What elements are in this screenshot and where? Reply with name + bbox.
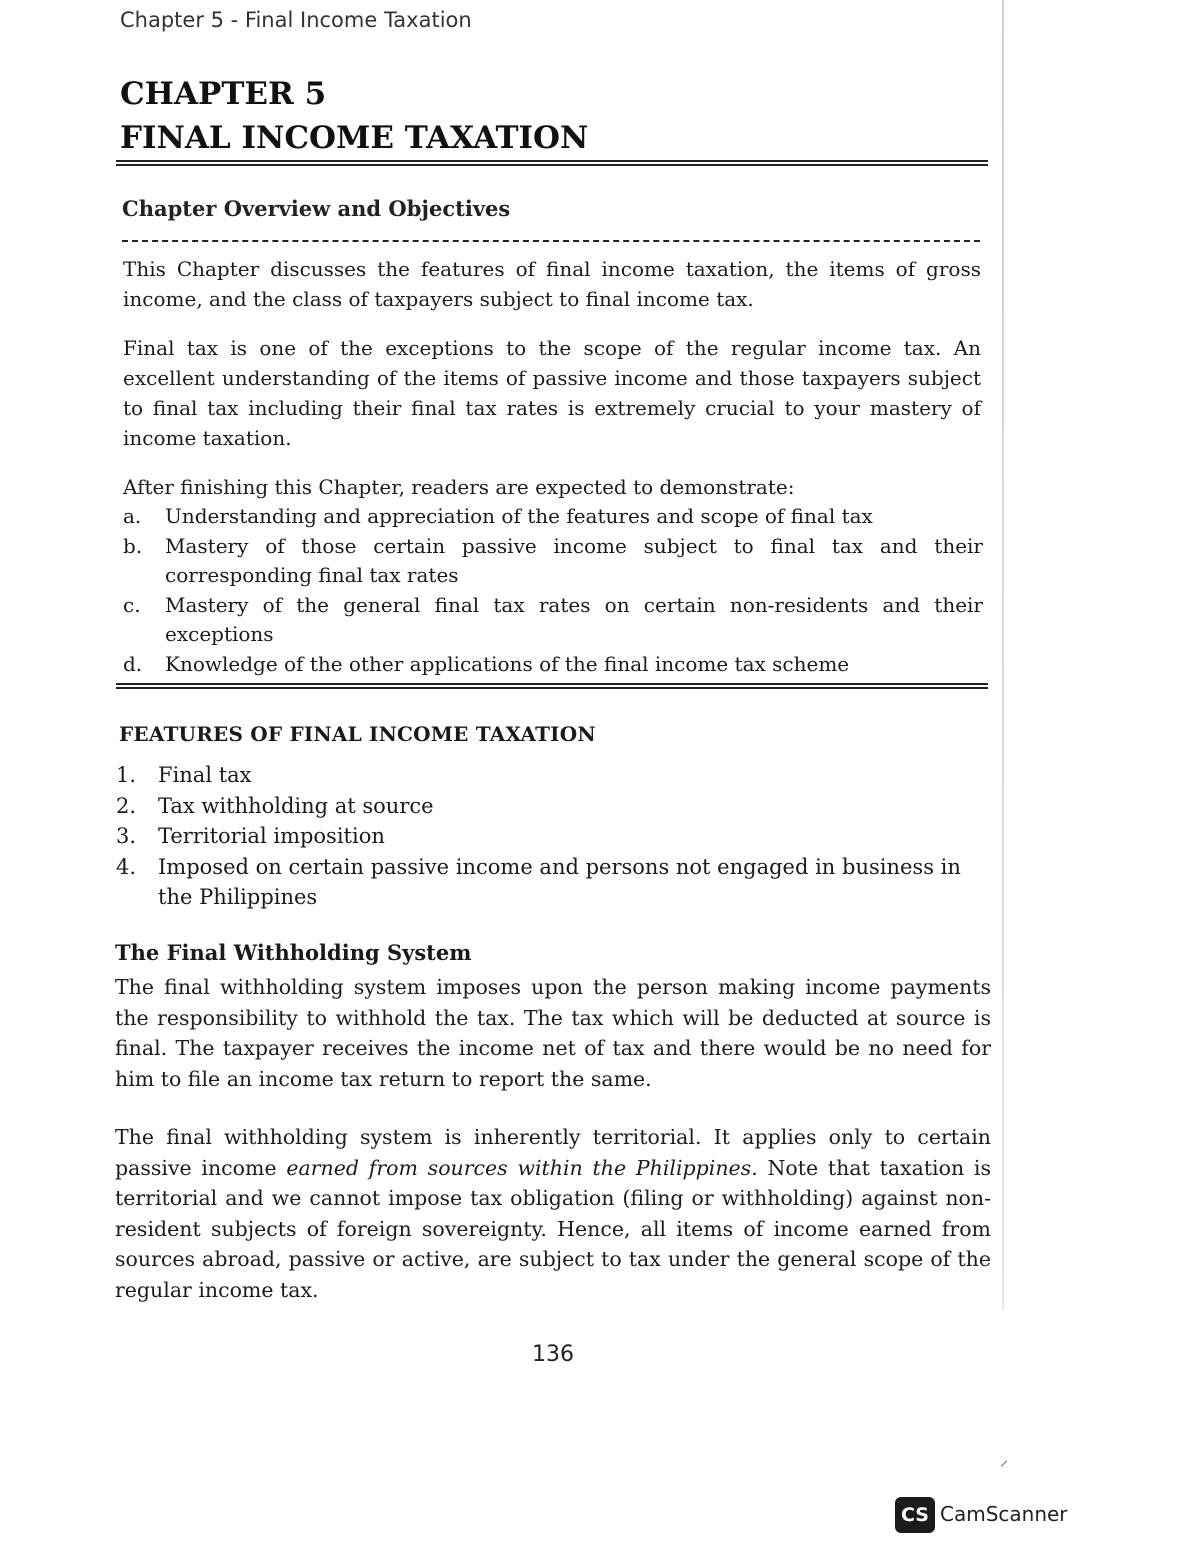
objective-item <box>123 650 983 680</box>
objective-marker: c. <box>123 592 141 617</box>
feature-marker: 2. <box>116 793 137 818</box>
feature-item <box>116 760 990 791</box>
feature-marker: 3. <box>116 824 137 848</box>
feature-marker: 4. <box>116 854 137 879</box>
title-rule <box>116 160 988 166</box>
camscanner-logo-icon: CS <box>895 1497 935 1533</box>
feature-item <box>116 791 990 822</box>
running-header: Chapter 5 - Final Income Taxation <box>120 8 472 32</box>
objective-marker: a. <box>123 504 142 528</box>
objectives-intro: After finishing this Chapter, readers are expected to demonstrate: <box>123 475 795 499</box>
feature-item <box>116 852 990 913</box>
withholding-heading: The Final Withholding System <box>115 940 472 965</box>
feature-text: Imposed on certain passive income and persons not engaged in business in the Philippines <box>158 854 961 909</box>
withholding-paragraph-2-end: Note that taxation is territorial and we cannot impose tax obligation (filing or withholding) against non-resident subjects of foreign sovereignty. Hence, all items of income earned from sources abroad, passive or active, are subject to tax under the general scope of the regular income tax. <box>115 1155 992 1302</box>
stray-pen-mark: ⸍ <box>1000 1457 1009 1476</box>
camscanner-watermark: CamScanner <box>940 1502 1068 1526</box>
feature-text: Tax withholding at source <box>158 793 434 818</box>
objective-text: Understanding and appreciation of the features and scope of final tax <box>165 504 873 528</box>
overview-paragraph-1: This Chapter discusses the features of final income taxation, the items of gross income, and the class of taxpayers subject to final income tax. <box>123 257 981 311</box>
overview-heading: Chapter Overview and Objectives <box>122 196 511 221</box>
objective-marker: b. <box>123 533 143 558</box>
objectives-list <box>123 502 983 679</box>
feature-text: Final tax <box>158 763 252 787</box>
overview-paragraph-2: Final tax is one of the exceptions to the scope of the regular income tax. An excellent understanding of the items of passive income and those taxpayers subject to final tax including their final tax rates is extremely crucial to your mastery of income taxation. <box>123 336 981 450</box>
objective-marker: d. <box>123 651 143 676</box>
withholding-paragraph-2 <box>115 1122 991 1305</box>
chapter-name: FINAL INCOME TAXATION <box>120 120 589 156</box>
feature-item <box>116 821 990 852</box>
feature-marker: 1. <box>116 763 137 787</box>
objective-text: Mastery of those certain passive income subject to final tax and their corresponding final tax rates <box>165 533 983 587</box>
objective-item <box>123 532 983 591</box>
objective-text: Knowledge of the other applications of the final income tax scheme <box>165 651 850 676</box>
chapter-number: CHAPTER 5 <box>120 76 327 112</box>
overview-bottom-rule <box>116 683 988 689</box>
feature-text: Territorial imposition <box>158 824 385 848</box>
objective-item <box>123 591 983 650</box>
features-list <box>116 760 990 913</box>
withholding-paragraph-1: The final withholding system imposes upon the person making income payments the responsibility to withhold the tax. The tax which will be deducted at source is final. The taxpayer receives the income net of tax and there would be no need for him to file an income tax return to report the same. <box>115 975 991 1091</box>
dashed-divider <box>122 240 980 242</box>
withholding-paragraph-2-emphasis: earned from sources within the Philippines. <box>286 1155 758 1180</box>
objective-item <box>123 502 983 532</box>
features-heading: FEATURES OF FINAL INCOME TAXATION <box>119 722 596 746</box>
page-edge-shadow <box>1002 0 1004 1310</box>
objective-text: Mastery of the general final tax rates on certain non-residents and their exceptions <box>165 592 983 646</box>
chapter-title <box>120 72 588 160</box>
withholding-paragraph-2-start: The final withholding system is inherently territorial. It applies only to certain passive income <box>115 1125 991 1180</box>
page-number: 136 <box>532 1342 574 1367</box>
